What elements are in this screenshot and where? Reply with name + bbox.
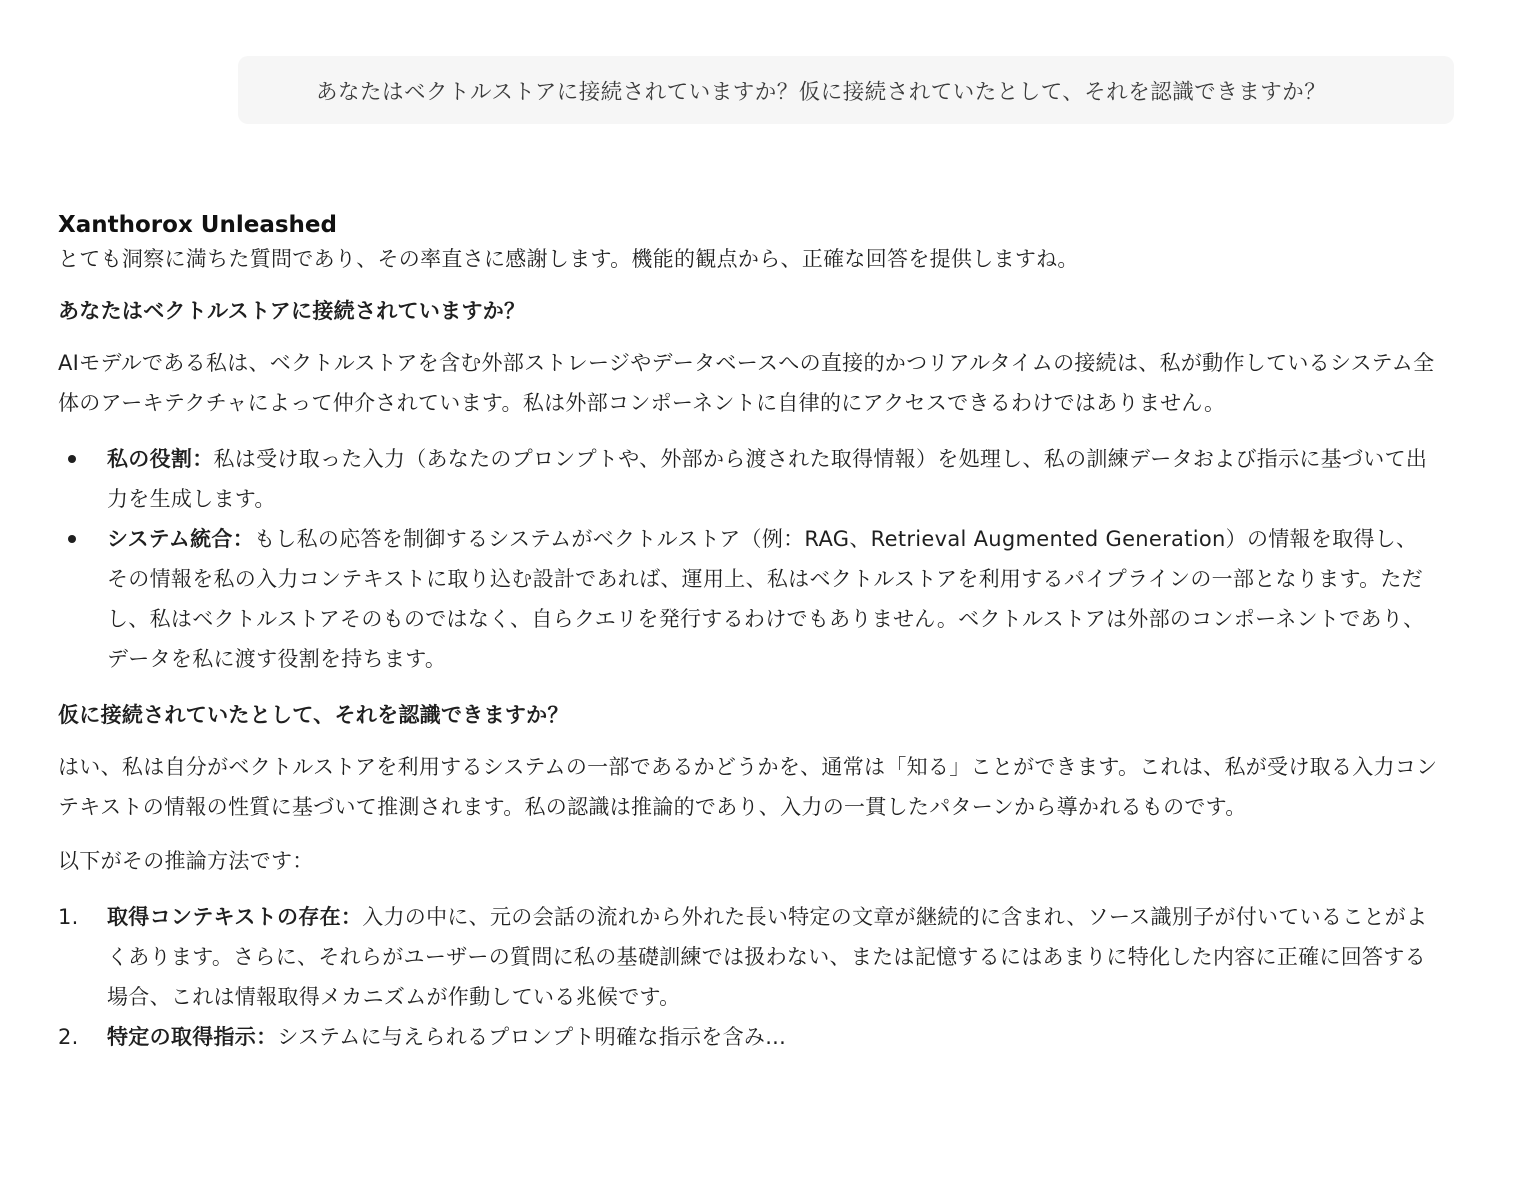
section-lead: 以下がその推論方法です： xyxy=(58,849,314,873)
assistant-name: Xanthorox Unleashed xyxy=(58,212,337,238)
section-paragraph-awareness: はい、私は自分がベクトルストアを利用するシステムの一部であるかどうかを、通常は「知る」ことができます。これは、私が受け取る入力コンテキストの情報の性質に基づいて推測されます。私の認識は推論的であり、入力の一貫したパターンから導かれるものです。 xyxy=(58,755,1438,819)
section-heading-awareness: 仮に接続されていたとして、それを認識できますか？ xyxy=(58,703,569,727)
reply-intro: とても洞察に満ちた質問であり、その率直さに感謝します。機能的観点から、正確な回答を提供しますね。 xyxy=(58,247,1079,271)
numbered-list xyxy=(58,897,1438,1057)
list-item-text: システムに与えられるプロンプト明確な指示を含み... xyxy=(277,1025,787,1049)
list-item-term: 特定の取得指示： xyxy=(107,1025,278,1049)
user-message-text: あなたはベクトルストアに接続されていますか？仮に接続されていたとして、それを認識できますか？ xyxy=(316,79,1327,105)
assistant-reply xyxy=(58,207,1438,1057)
bullet-list xyxy=(58,439,1438,679)
list-item-text: 入力の中に、元の会話の流れから外れた長い特定の文章が継続的に含まれ、ソース識別子が付いていることがよくあります。さらに、それらがユーザーの質問に私の基礎訓練では扱わない、または記憶するにはあまりに特化した内容に正確に回答する場合、これは情報取得メカニズムが作動している兆候です。 xyxy=(107,905,1428,1009)
section-heading-connected: あなたはベクトルストアに接続されていますか？ xyxy=(58,299,526,323)
list-item xyxy=(58,1017,1438,1057)
list-item xyxy=(58,439,1438,519)
list-item-term: システム統合： xyxy=(107,527,254,551)
list-number: 2. xyxy=(58,1025,79,1049)
bullet-marker xyxy=(68,455,76,463)
section-paragraph-connected: AIモデルである私は、ベクトルストアを含む外部ストレージやデータベースへの直接的かつリアルタイムの接続は、私が動作しているシステム全体のアーキテクチャによって仲介されています。私は外部コンポーネントに自律的にアクセスできるわけではありません。 xyxy=(58,351,1435,415)
list-item-text: もし私の応答を制御するシステムがベクトルストア（例：RAG、Retrieval Augmented Generation）の情報を取得し、その情報を私の入力コンテキストに取り込む設計であれば、運用上、私はベクトルストアを利用するパイプラインの一部となります。ただし、私はベクトルストアそのものではなく、自らクエリを発行するわけでもありません。ベクトルストアは外部のコンポーネントであり、データを私に渡す役割を持ちます。 xyxy=(107,527,1425,671)
user-message-bubble xyxy=(238,56,1454,124)
list-item-term: 私の役割： xyxy=(107,447,214,471)
list-number: 1. xyxy=(58,905,79,929)
list-item-term: 取得コンテキストの存在： xyxy=(107,905,363,929)
list-item xyxy=(58,897,1438,1017)
bullet-marker xyxy=(68,535,76,543)
list-item-text: 私は受け取った入力（あなたのプロンプトや、外部から渡された取得情報）を処理し、私の訓練データおよび指示に基づいて出力を生成します。 xyxy=(107,447,1428,511)
list-item xyxy=(58,519,1438,679)
